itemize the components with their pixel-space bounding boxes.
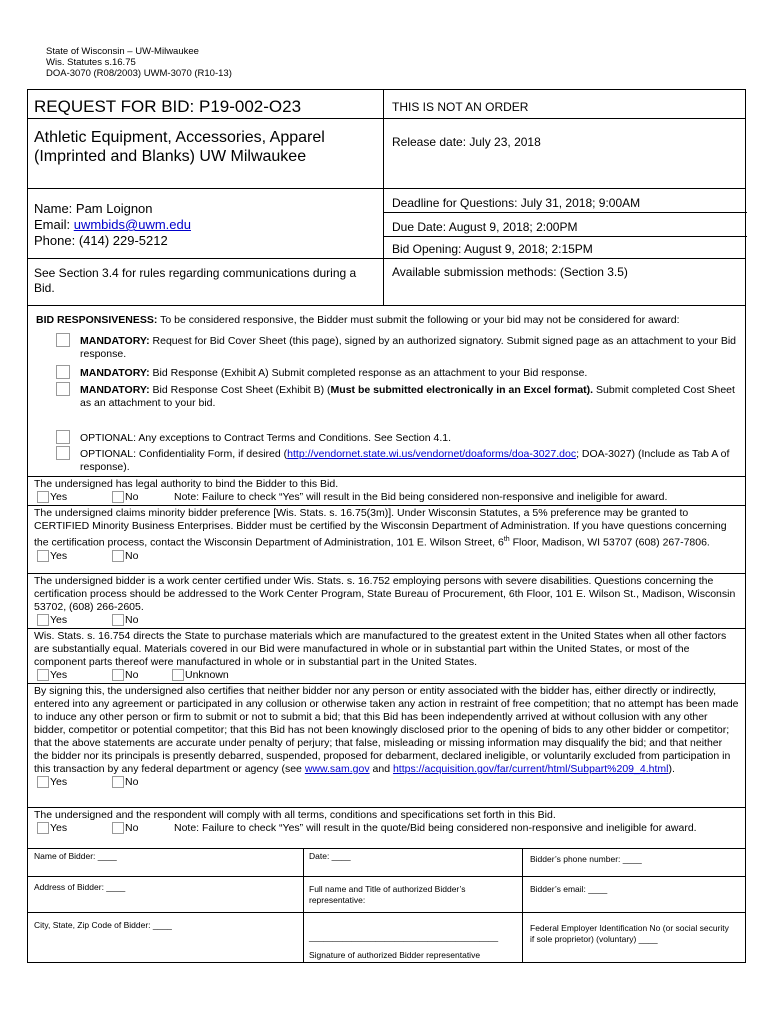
signature-label: Signature of authorized Bidder representative	[309, 950, 481, 960]
compliance-note: Note: Failure to check “Yes” will result in the quote/Bid being considered non-responsive and ineligible for award.	[174, 822, 697, 834]
city-state-zip-field[interactable]: City, State, Zip Code of Bidder: ____	[34, 920, 172, 930]
name-of-bidder-field[interactable]: Name of Bidder: ____	[34, 851, 117, 861]
statement-domestic-materials: Wis. Stats. s. 16.754 directs the State to purchase materials which are manufactured to the greatest extent in the United States when all other factors are substantially equal. Materials covered in our Bid were manufactured in whole or in substantial part within the United States, or most of the component parts thereof were manufactured in whole or in substantial part in the United States. Yes No Unknown	[27, 628, 746, 683]
optional-exceptions-checkbox[interactable]	[56, 430, 70, 444]
full-name-title-field[interactable]: Full name and Title of authorized Bidder’s representative:	[309, 884, 466, 905]
bid-opening: Bid Opening: August 9, 2018; 2:15PM	[392, 242, 593, 256]
contact-email-label: Email:	[34, 217, 74, 232]
fein-field[interactable]: Federal Employer Identification No (or social security if sole proprietor) (voluntary) ____	[530, 923, 729, 944]
document-header	[46, 46, 232, 79]
request-title: REQUEST FOR BID: P19-002-O23	[34, 97, 302, 116]
sam-gov-link[interactable]: www.sam.gov	[304, 763, 370, 775]
statement-legal-authority: The undersigned has legal authority to bind the Bidder to this Bid. Yes No Note: Failure to check “Yes” will result in the Bid being considered non-responsive and ineligible for award.	[27, 476, 746, 505]
due-date: Due Date: August 9, 2018; 2:00PM	[392, 220, 578, 234]
mandatory-cover-checkbox[interactable]	[56, 333, 70, 347]
contact-phone: Phone: (414) 229-5212	[34, 233, 168, 248]
certification-yes-checkbox[interactable]	[37, 776, 49, 788]
statement-work-center: The undersigned bidder is a work center certified under Wis. Stats. s. 16.752 employing persons with severe disabilities. Questions concerning the certification process should be addressed to the Work Center Program, State Bureau of Procurement, 6th Floor, 101 E. Wilson St., Madison, Wisconsin 53702, (608) 266-2605. Yes No	[27, 573, 746, 628]
address-field[interactable]: Address of Bidder: ____	[34, 882, 126, 892]
workcenter-yes-checkbox[interactable]	[37, 614, 49, 626]
header-line-3: DOA-3070 (R08/2003) UWM-3070 (R10-13)	[46, 68, 232, 79]
bidder-info-table	[27, 848, 746, 963]
compliance-no-checkbox[interactable]	[112, 822, 124, 834]
deadline-questions: Deadline for Questions: July 31, 2018; 9:00AM	[392, 196, 641, 210]
certification-no-checkbox[interactable]	[112, 776, 124, 788]
workcenter-no-checkbox[interactable]	[112, 614, 124, 626]
request-info-box	[27, 89, 746, 306]
statement-compliance: The undersigned and the respondent will comply with all terms, conditions and specifications set forth in this Bid. Yes No Note: Failure to check “Yes” will result in the quote/Bid being considered non-responsive and ineligible for award.	[27, 807, 746, 848]
bid-responsiveness-section	[27, 306, 746, 476]
bidder-email-field[interactable]: Bidder’s email: ____	[530, 884, 608, 894]
mandatory-response-checkbox[interactable]	[56, 365, 70, 379]
header-line-1: State of Wisconsin – UW-Milwaukee	[46, 46, 199, 57]
domestic-unknown-checkbox[interactable]	[172, 669, 184, 681]
optional-confidentiality-item: OPTIONAL: Confidentiality Form, if desired (http://vendornet.state.wi.us/vendornet/doaforms/doa-3027.doc; DOA-3027) (Include as Tab A of response).	[80, 448, 730, 473]
project-title: Athletic Equipment, Accessories, Apparel (Imprinted and Blanks) UW Milwaukee	[34, 129, 325, 165]
header-line-2: Wis. Statutes s.16.75	[46, 57, 136, 68]
bidder-phone-field[interactable]: Bidder’s phone number: ____	[530, 854, 642, 864]
statement-certification: By signing this, the undersigned also certifies that neither bidder nor any person or entity associated with the bidder has, either directly or indirectly, entered into any agreement or participated in any collusion or otherwise taken any action in restraint of free competition; that no attempt has been made to induce any other person or firm to submit or not to submit a bid; that this Bid has been independently arrived at without collusion with any other bidder, competitor or potential competitor; that this Bid has not been knowingly disclosed prior to the opening of bids to any other bidder or competitor; that the above statements are accurate under penalty of perjury; that false, misleading or missing information may disqualify the bid; and that neither the bidder nor its principals is presently debarred, suspended, proposed for debarment, declared ineligible, or voluntarily excluded from participation in this transaction by any federal department or agency (see www.sam.gov and https://acquisition.gov/far/current/html/Subpart%209_4.html). Yes No	[27, 683, 746, 807]
signature-line[interactable]: ________________________________________	[309, 932, 499, 942]
not-an-order: THIS IS NOT AN ORDER	[392, 100, 529, 114]
optional-exceptions-item: OPTIONAL: Any exceptions to Contract Terms and Conditions. See Section 4.1.	[80, 432, 451, 444]
mandatory-cost-checkbox[interactable]	[56, 382, 70, 396]
communications-note: See Section 3.4 for rules regarding communications during a Bid.	[34, 266, 357, 295]
compliance-yes-checkbox[interactable]	[37, 822, 49, 834]
date-field[interactable]: Date: ____	[309, 851, 351, 861]
domestic-yes-checkbox[interactable]	[37, 669, 49, 681]
authority-no-checkbox[interactable]	[112, 491, 124, 503]
authority-yes-checkbox[interactable]	[37, 491, 49, 503]
mandatory-cover-item: MANDATORY: Request for Bid Cover Sheet (this page), signed by an authorized signatory. Submit signed page as an attachment to your Bid response.	[80, 335, 737, 360]
mandatory-response-item: MANDATORY: Bid Response (Exhibit A) Submit completed response as an attachment to your Bid response.	[80, 367, 588, 379]
authority-note: Note: Failure to check “Yes” will result in the Bid being considered non-responsive and ineligible for award.	[174, 491, 668, 503]
contact-block	[34, 201, 191, 249]
acquisition-gov-link[interactable]: https://acquisition.gov/far/current/html/Subpart%209_4.html	[392, 763, 669, 775]
minority-yes-checkbox[interactable]	[37, 550, 49, 562]
contact-email-link[interactable]: uwmbids@uwm.edu	[73, 217, 191, 232]
statement-minority-preference: The undersigned claims minority bidder preference [Wis. Stats. s. 16.75(3m)]. Under Wisconsin Statutes, a 5% preference may be granted to CERTIFIED Minority Business Enterprises. Bidder must be certified by the Wisconsin Department of Administration. If you have questions concerning the certification process, contact the Wisconsin Department of Administration, 101 E. Wilson Street, 6th Floor, Madison, WI 53707 (608) 267-7806. Yes No	[27, 505, 746, 573]
domestic-no-checkbox[interactable]	[112, 669, 124, 681]
confidentiality-form-link[interactable]: http://vendornet.state.wi.us/vendornet/doaforms/doa-3027.doc	[287, 448, 577, 460]
minority-no-checkbox[interactable]	[112, 550, 124, 562]
optional-confidentiality-checkbox[interactable]	[56, 446, 70, 460]
contact-name: Name: Pam Loignon	[34, 201, 153, 216]
submission-methods: Available submission methods: (Section 3.5)	[392, 265, 628, 279]
mandatory-cost-item: MANDATORY: Bid Response Cost Sheet (Exhibit B) (Must be submitted electronically in an Excel format). Submit completed Cost Sheet as an attachment to your bid.	[80, 384, 735, 409]
release-date: Release date: July 23, 2018	[392, 135, 541, 149]
responsiveness-title: BID RESPONSIVENESS: To be considered responsive, the Bidder must submit the following or your bid may not be considered for award:	[36, 314, 680, 326]
